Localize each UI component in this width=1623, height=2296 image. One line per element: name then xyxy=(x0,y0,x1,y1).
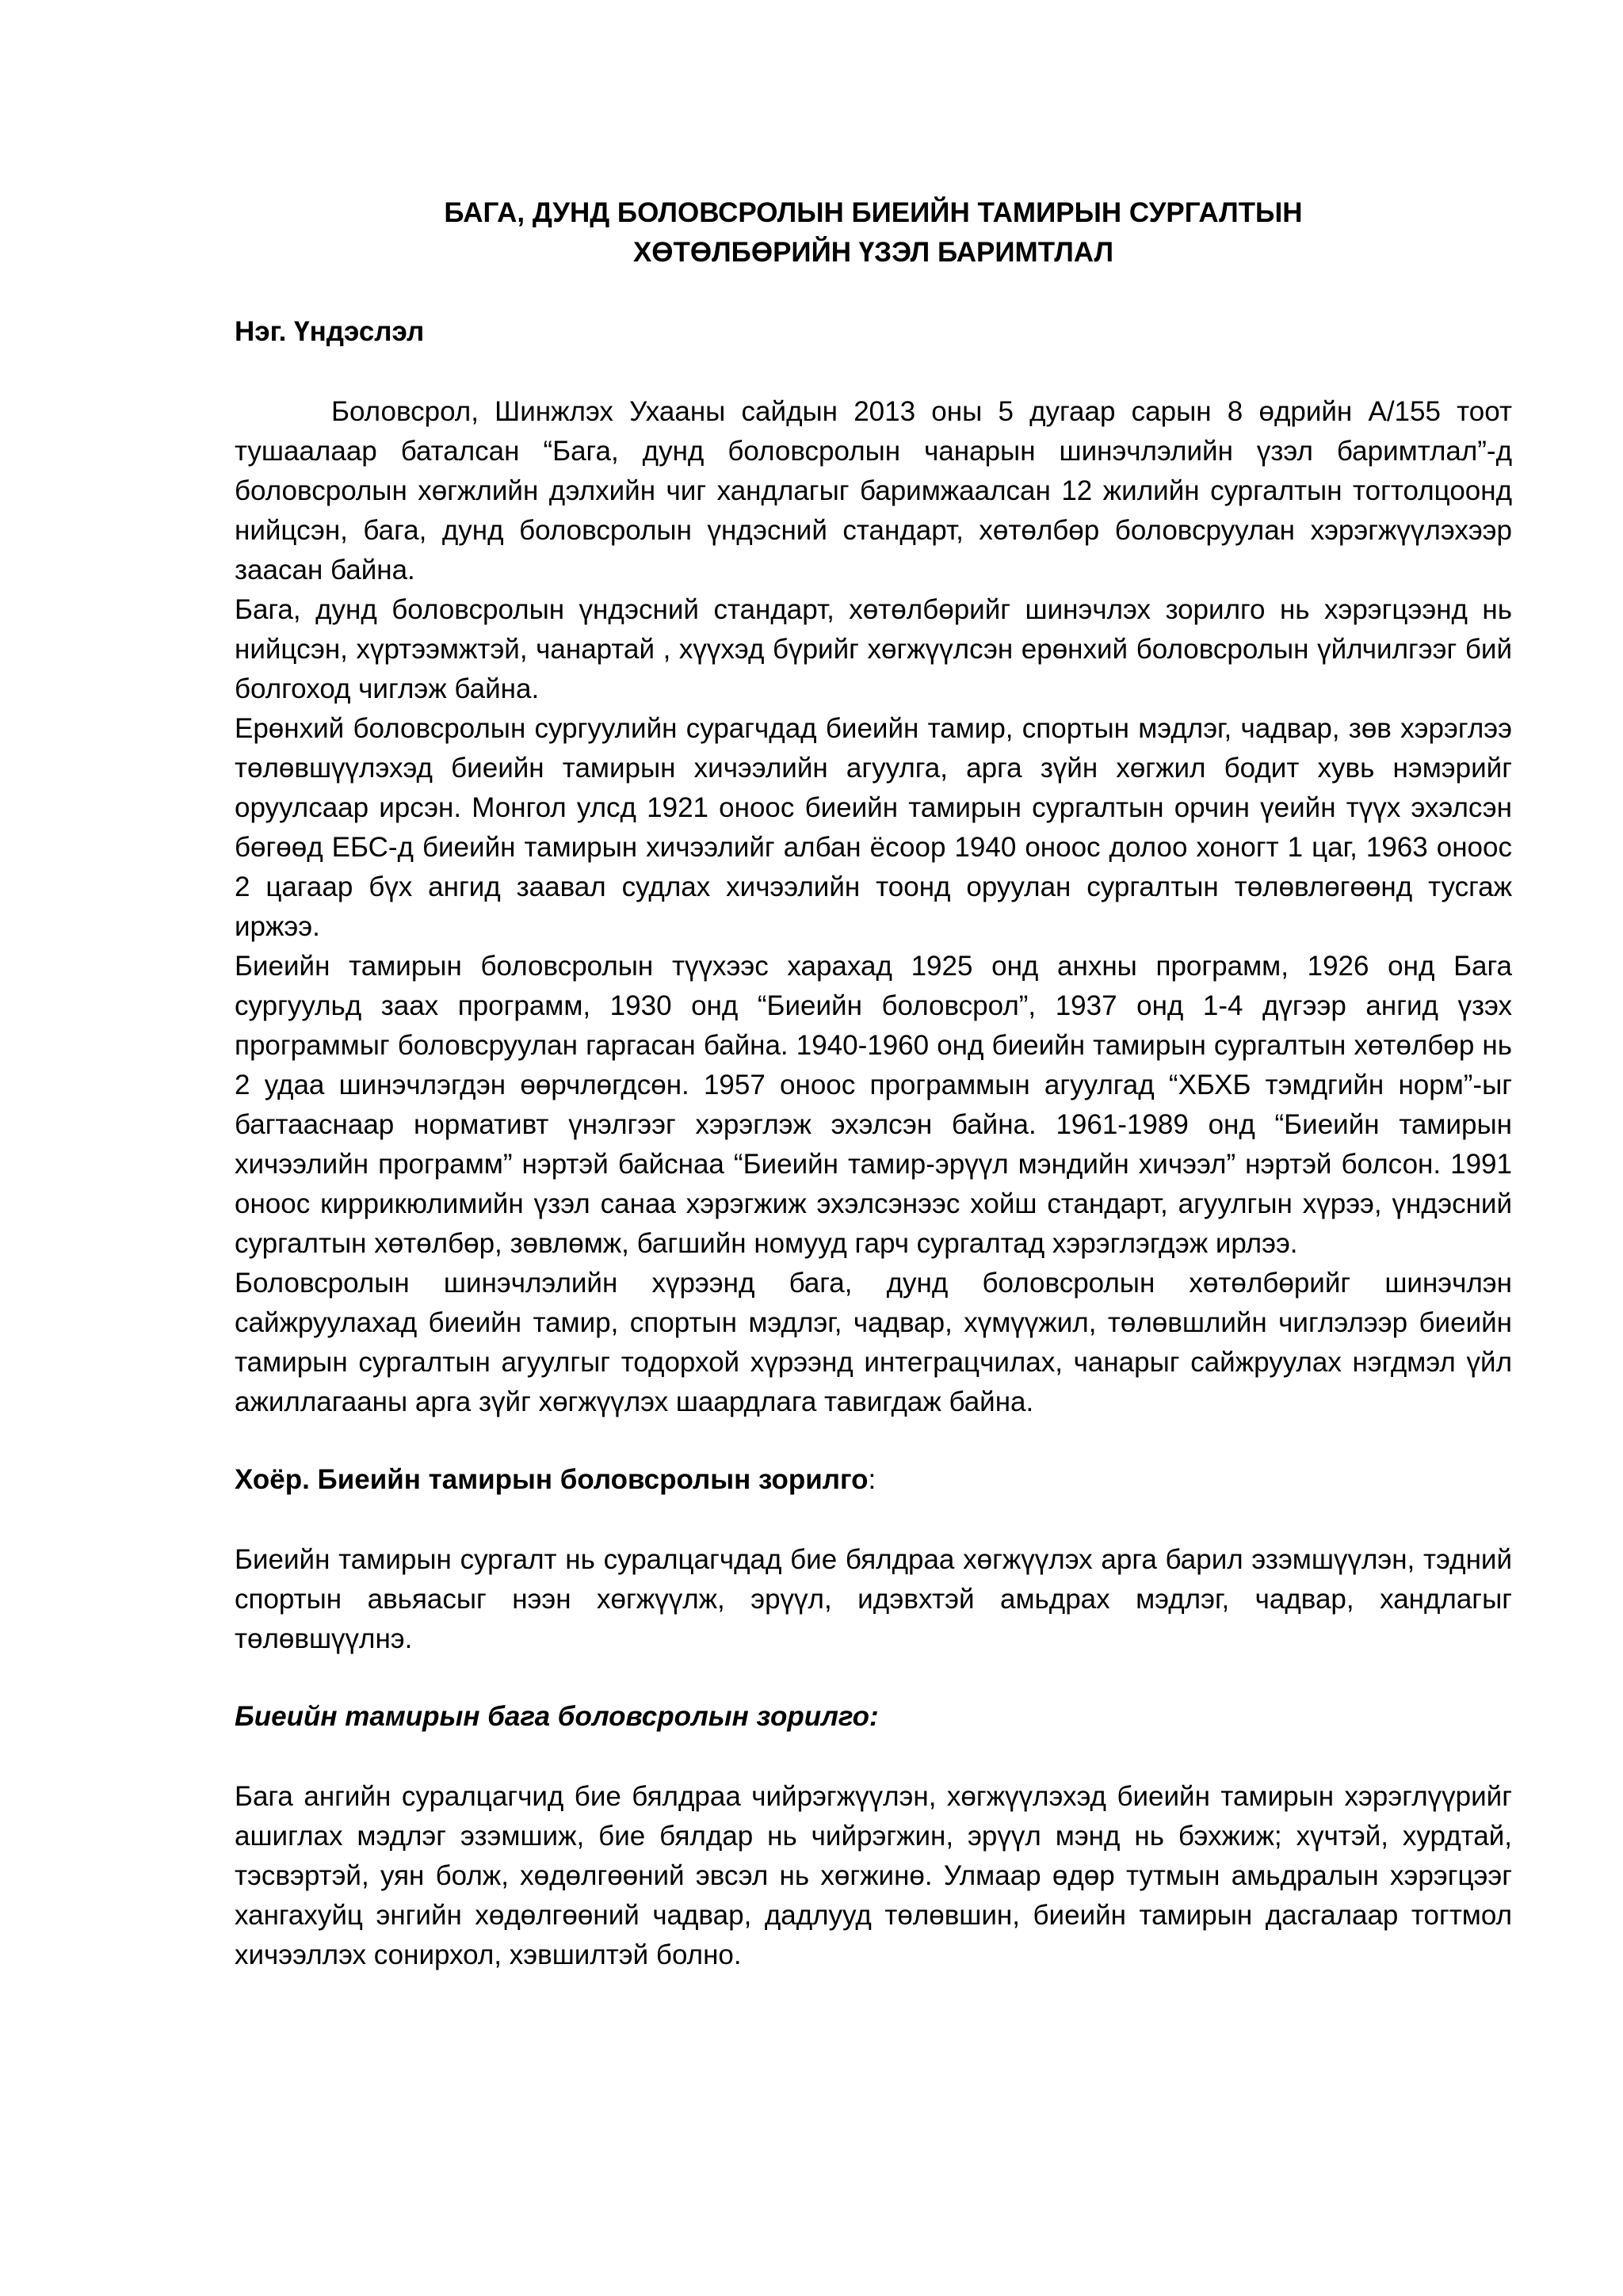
document-title xyxy=(235,193,1512,273)
section-3-paragraph: Бага ангийн суралцагчид бие бялдраа чийрэгжүүлэн, хөгжүүлэхэд биеийн тамирын хэрэглүүрийг ашиглах мэдлэг эзэмшиж, бие бялдар нь чийрэгжин, эрүүл мэнд нь бэхжиж; хүчтэй, хурдтай, тэсвэртэй, уян болж, хөдөлгөөний эвсэл нь хөгжинө. Улмаар өдөр тутмын амьдралын хэрэгцээг хангахуйц энгийн хөдөлгөөний чадвар, дадлууд төлөвшин, биеийн тамирын дасгалаар тогтмол хичээллэх сонирхол, хэвшилтэй болно. xyxy=(235,1781,1512,1970)
section-1-heading: Нэг. Үндэслэл xyxy=(235,316,425,347)
section-gap xyxy=(235,1659,1512,1697)
section-2-heading-colon: : xyxy=(868,1464,876,1495)
section-1-paragraph-5: Боловсролын шинэчлэлийн хүрээнд бага, дунд боловсролын хөтөлбөрийг шинэчлэн сайжруулахад биеийн тамир, спортын мэдлэг, чадвар, хүмүүжил, төлөвшлийн чиглэлээр биеийн тамирын сургалтын агуулгыг тодорхой хүрээнд интеграцчилах, чанарыг сайжруулах нэгдмэл үйл ажиллагааны арга зүйг хөгжүүлэх шаардлага тавигдаж байна. xyxy=(235,1268,1512,1417)
section-2-heading-text: Хоёр. Биеийн тамирын боловсролын зорилго xyxy=(235,1464,869,1495)
section-3-heading: Биеийн тамирын бага боловсролын зорилго: xyxy=(235,1701,879,1732)
title-line-1: БАГА, ДУНД БОЛОВСРОЛЫН БИЕИЙН ТАМИРЫН СУРГАЛТЫН xyxy=(444,197,1303,228)
section-1-paragraph-4: Биеийн тамирын боловсролын түүхээс харахад 1925 онд анхны программ, 1926 онд Бага сургуульд заах программ, 1930 онд “Биеийн боловсрол”, 1937 онд 1-4 дүгээр ангид үзэх программыг боловсруулан гаргасан байна. 1940-1960 онд биеийн тамирын сургалтын хөтөлбөр нь 2 удаа шинэчлэгдэн өөрчлөгдсөн. 1957 оноос программын агуулгад “ХБХБ тэмдгийн норм”-ыг багтааснаар нормативт үнэлгээг хэрэглэж эхэлсэн байна. 1961-1989 онд “Биеийн тамирын хичээлийн программ” нэртэй байснаа “Биеийн тамир-эрүүл мэндийн хичээл” нэртэй болсон. 1991 оноос киррикюлимийн үзэл санаа хэрэгжиж эхэлсэнээс хойш стандарт, агуулгын хүрээ, үндэсний сургалтын хөтөлбөр, зөвлөмж, багшийн номууд гарч сургалтад хэрэглэгдэж ирлээ. xyxy=(235,951,1512,1259)
section-1-paragraph-2: Бага, дунд боловсролын үндэсний стандарт, хөтөлбөрийг шинэчлэх зорилго нь хэрэгцээнд нь нийцсэн, хүртээмжтэй, чанартай , хүүхэд бүрийг хөгжүүлсэн ерөнхий боловсролын үйлчилгээг бий болгоход чиглэж байна. xyxy=(235,594,1512,704)
title-line-2: ХӨТӨЛБӨРИЙН ҮЗЭЛ БАРИМТЛАЛ xyxy=(632,237,1114,268)
section-2-heading xyxy=(235,1460,1512,1500)
document-content xyxy=(235,193,1512,1975)
section-gap xyxy=(235,1422,1512,1460)
section-2-paragraph: Биеийн тамирын сургалт нь суралцагчдад бие бялдраа хөгжүүлэх арга барил эзэмшүүлэн, тэдний спортын авьяасыг нээн хөгжүүлж, эрүүл, идэвхтэй амьдрах мэдлэг, чадвар, хандлагыг төлөвшүүлнэ. xyxy=(235,1544,1512,1654)
section-1-paragraph-1: Боловсрол, Шинжлэх Ухааны сайдын 2013 оны 5 дугаар сарын 8 өдрийн А/155 тоот тушаалаар баталсан “Бага, дунд боловсролын чанарын шинэчлэлийн үзэл баримтлал”-д боловсролын хөгжлийн дэлхийн чиг хандлагыг баримжаалсан 12 жилийн сургалтын тогтолцоонд нийцсэн, бага, дунд боловсролын үндэсний стандарт, хөтөлбөр боловсруулан хэрэгжүүлэхээр заасан байна. xyxy=(235,396,1512,585)
section-1-paragraph-3: Ерөнхий боловсролын сургуулийн сурагчдад биеийн тамир, спортын мэдлэг, чадвар, зөв хэрэглээ төлөвшүүлэхэд биеийн тамирын хичээлийн агуулга, арга зүйн хөгжил бодит хувь нэмэрийг оруулсаар ирсэн. Монгол улсд 1921 оноос биеийн тамирын сургалтын орчин үеийн түүх эхэлсэн бөгөөд ЕБС-д биеийн тамирын хичээлийг албан ёсоор 1940 оноос долоо хоногт 1 цаг, 1963 оноос 2 цагаар бүх ангид заавал судлах хичээлийн тоонд оруулан сургалтын төлөвлөгөөнд тусгаж иржээ. xyxy=(235,713,1512,942)
